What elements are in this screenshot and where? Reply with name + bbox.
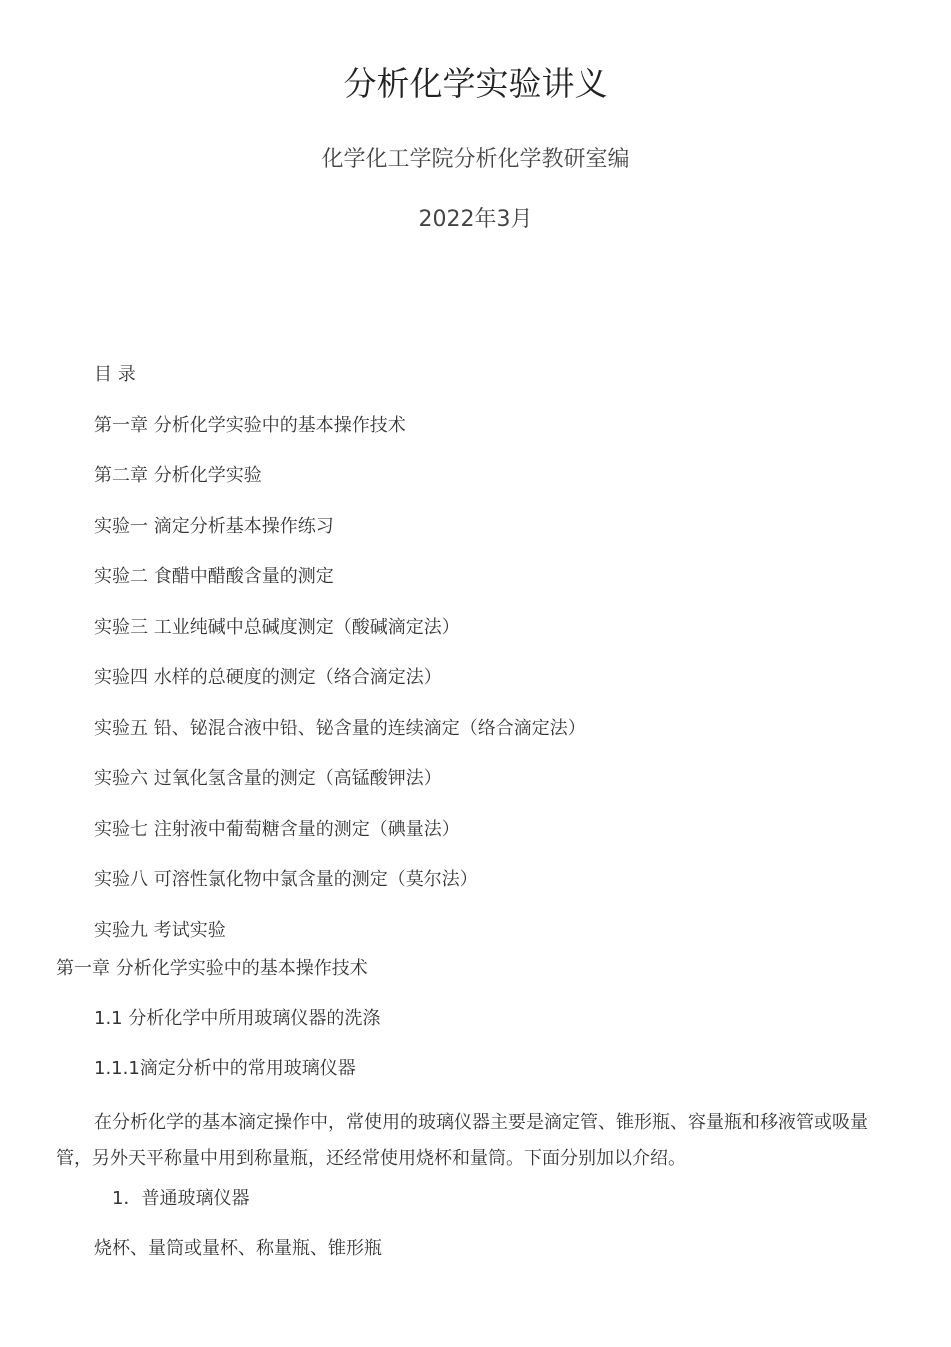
toc-item: 实验五 铅、铋混合液中铅、铋含量的连续滴定（络合滴定法）	[94, 717, 586, 739]
toc-item: 实验七 注射液中葡萄糖含量的测定（碘量法）	[94, 818, 460, 840]
toc-item: 实验九 考试实验	[94, 919, 226, 941]
document-subtitle: 化学化工学院分析化学教研室编	[321, 147, 630, 172]
list-item-label: 1．普通玻璃仪器	[112, 1188, 250, 1209]
document-body	[56, 955, 896, 1263]
section-heading: 1.1 分析化学中所用玻璃仪器的洗涤	[94, 1008, 381, 1029]
toc-item: 实验二 食醋中醋酸含量的测定	[94, 566, 334, 587]
document-title: 分析化学实验讲义	[343, 64, 608, 103]
body-paragraph: 在分析化学的基本滴定操作中，常使用的玻璃仪器主要是滴定管、锥形瓶、容量瓶和移液管或吸量管，另外天平称量中用到称量瓶，还经常使用烧杯和量筒。下面分别加以介绍。	[56, 1112, 868, 1169]
toc-item: 实验八 可溶性氯化物中氯含量的测定（莫尔法）	[94, 869, 478, 890]
toc-heading: 目 录	[94, 364, 136, 385]
chapter-title: 第一章 分析化学实验中的基本操作技术	[56, 958, 368, 979]
table-of-contents	[94, 361, 586, 947]
toc-item: 第二章 分析化学实验	[94, 465, 262, 486]
document-date: 2022年3月	[418, 207, 533, 232]
toc-item: 实验一 滴定分析基本操作练习	[94, 515, 334, 537]
toc-item: 实验六 过氧化氢含量的测定（高锰酸钾法）	[94, 768, 442, 789]
toc-item: 实验四 水样的总硬度的测定（络合滴定法）	[94, 667, 442, 688]
list-item-text: 烧杯、量筒或量杯、称量瓶、锥形瓶	[94, 1238, 382, 1259]
subsection-heading: 1.1.1滴定分析中的常用玻璃仪器	[94, 1058, 356, 1079]
toc-item: 第一章 分析化学实验中的基本操作技术	[94, 414, 406, 436]
toc-item: 实验三 工业纯碱中总碱度测定（酸碱滴定法）	[94, 616, 460, 638]
